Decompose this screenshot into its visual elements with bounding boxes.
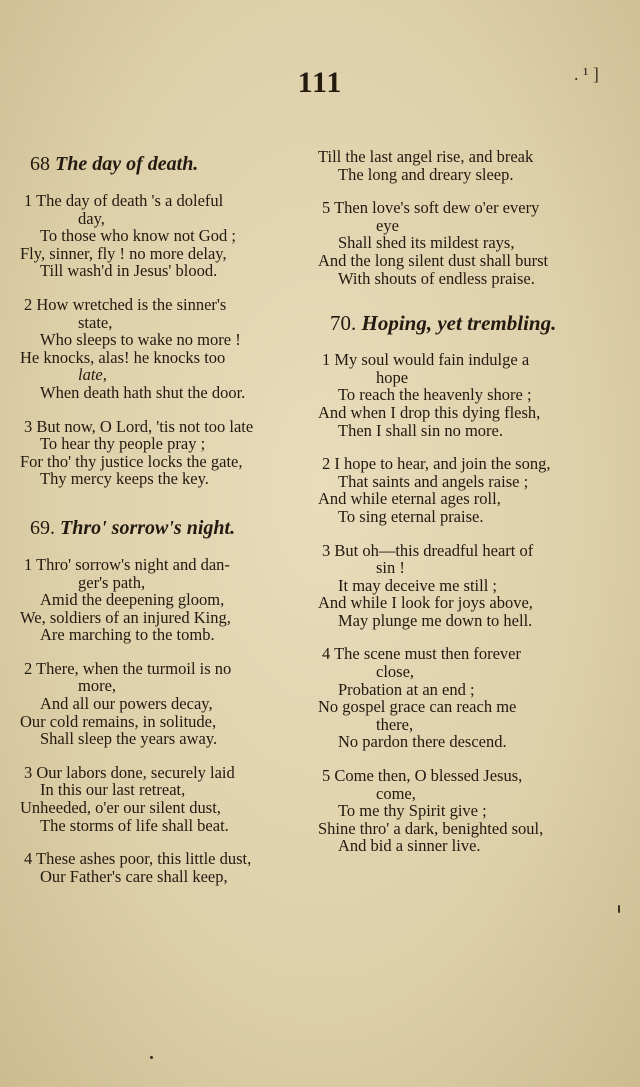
verse-line: Who sleeps to wake no more !: [40, 330, 241, 350]
verse-line: And the long silent dust shall burst: [318, 250, 549, 270]
verse-line: We, soldiers of an injured King,: [20, 607, 231, 627]
stanza: [20, 418, 302, 488]
verse-line: For tho' thy justice locks the gate,: [20, 451, 243, 471]
verse-line: Unheeded, o'er our silent dust,: [20, 798, 221, 818]
verse-line: 2 I hope to hear, and join the song,: [322, 454, 551, 474]
hymn-name: The day of death.: [55, 153, 199, 175]
hymn-title: [330, 309, 600, 337]
verse-line: Thy mercy keeps the key.: [40, 469, 209, 489]
verse-line: late,: [78, 365, 107, 385]
hymn-70: [318, 309, 600, 855]
stanza: [318, 645, 600, 751]
verse-line: 2 There, when the turmoil is no: [24, 658, 232, 678]
stanza: [20, 764, 302, 834]
verse-line: To those who know not God ;: [40, 226, 236, 246]
verse-line: When death hath shut the door.: [40, 382, 246, 402]
verse-line: And while I look for joys above,: [318, 593, 533, 613]
verse-line: day,: [78, 208, 105, 228]
verse-line: It may deceive me still ;: [338, 575, 497, 595]
hymn-69: [20, 514, 302, 886]
verse-line: 4 The scene must then forever: [322, 644, 521, 664]
stanza: [20, 296, 302, 402]
verse-line: ger's path,: [78, 572, 146, 592]
verse-line: And all our powers decay,: [40, 694, 213, 714]
verse-line: Amid the deepening gloom,: [40, 590, 225, 610]
verse-line: May plunge me down to hell.: [338, 610, 533, 630]
right-column: [318, 148, 600, 871]
verse-line: Shall sleep the years away.: [40, 729, 218, 749]
ink-speck: [150, 1056, 153, 1059]
verse-line: Till the last angel rise, and break: [318, 147, 534, 166]
verse-line: Are marching to the tomb.: [40, 625, 215, 645]
verse-line: And bid a sinner live.: [338, 836, 481, 856]
ink-speck: [618, 905, 620, 913]
stanza: [20, 660, 302, 748]
stanza: [318, 148, 600, 183]
verse-line: Our cold remains, in solitude,: [20, 711, 217, 731]
verse-line: To hear thy people pray ;: [40, 434, 206, 454]
verse-line: To reach the heavenly shore ;: [338, 385, 532, 405]
hymn-68: [20, 150, 302, 488]
verse-line: No pardon there descend.: [338, 732, 507, 752]
hymn-name: Thro' sorrow's night.: [60, 516, 236, 539]
hymn-number: 68: [30, 153, 50, 175]
verse-line: In this our last retreat,: [40, 780, 186, 800]
verse-line: come,: [376, 783, 416, 803]
hymn-number: 69.: [30, 516, 55, 539]
verse-line: 3 Our labors done, securely laid: [24, 762, 235, 782]
verse-line: The long and dreary sleep.: [338, 164, 514, 184]
verse-line: With shouts of endless praise.: [338, 268, 535, 288]
verse-line: To me thy Spirit give ;: [338, 801, 487, 821]
stanza: [318, 199, 600, 287]
page-number: 111: [297, 66, 343, 99]
hymn-number: 70.: [330, 311, 357, 336]
verse-line: Till wash'd in Jesus' blood.: [40, 261, 218, 281]
verse-line: 3 But now, O Lord, 'tis not too late: [24, 416, 254, 436]
stanza: [318, 455, 600, 525]
verse-line: And while eternal ages roll,: [318, 489, 501, 509]
stanza: [20, 850, 302, 885]
verse-line: Probation at an end ;: [338, 679, 475, 699]
verse-line: To sing eternal praise.: [338, 506, 484, 526]
verse-line: The storms of life shall beat.: [40, 815, 229, 835]
verse-line: 2 How wretched is the sinner's: [24, 294, 227, 314]
hymn-title: [30, 150, 302, 178]
verse-line: 5 Come then, O blessed Jesus,: [322, 766, 523, 786]
verse-line: hope: [376, 367, 409, 387]
verse-line: Then I shall sin no more.: [338, 420, 503, 440]
hymn-name: Hoping, yet trembling.: [361, 311, 557, 336]
verse-line: Fly, sinner, fly ! no more delay,: [20, 243, 227, 263]
stanza: [318, 542, 600, 630]
hymn-title: [30, 514, 302, 542]
verse-line: more,: [78, 676, 117, 696]
verse-line: 5 Then love's soft dew o'er every: [322, 198, 540, 218]
verse-line: there,: [376, 714, 414, 734]
stanza: [318, 767, 600, 855]
verse-line: close,: [376, 662, 415, 682]
verse-line: Shall shed its mildest rays,: [338, 233, 515, 253]
verse-line: That saints and angels raise ;: [338, 471, 529, 491]
corner-mark: . ¹ ]: [574, 64, 599, 84]
verse-line: state,: [78, 312, 113, 332]
left-column: [20, 148, 302, 901]
stanza: [318, 351, 600, 439]
verse-line: 1 The day of death 's a doleful: [24, 191, 224, 210]
verse-line: Shine thro' a dark, benighted soul,: [318, 818, 544, 838]
stanza: [20, 192, 302, 280]
verse-line: He knocks, alas! he knocks too: [20, 347, 226, 367]
verse-line: 4 These ashes poor, this little dust,: [24, 849, 252, 869]
verse-line: eye: [376, 215, 399, 235]
verse-line: No gospel grace can reach me: [318, 697, 517, 717]
verse-line: 3 But oh—this dreadful heart of: [322, 540, 534, 560]
hymn-69-continued: [318, 148, 600, 287]
verse-line: And when I drop this dying flesh,: [318, 402, 541, 422]
verse-line: Our Father's care shall keep,: [40, 866, 228, 886]
verse-line: 1 Thro' sorrow's night and dan-: [24, 554, 230, 574]
verse-line: sin !: [376, 558, 405, 578]
verse-line: 1 My soul would fain indulge a: [322, 350, 530, 370]
stanza: [20, 556, 302, 644]
